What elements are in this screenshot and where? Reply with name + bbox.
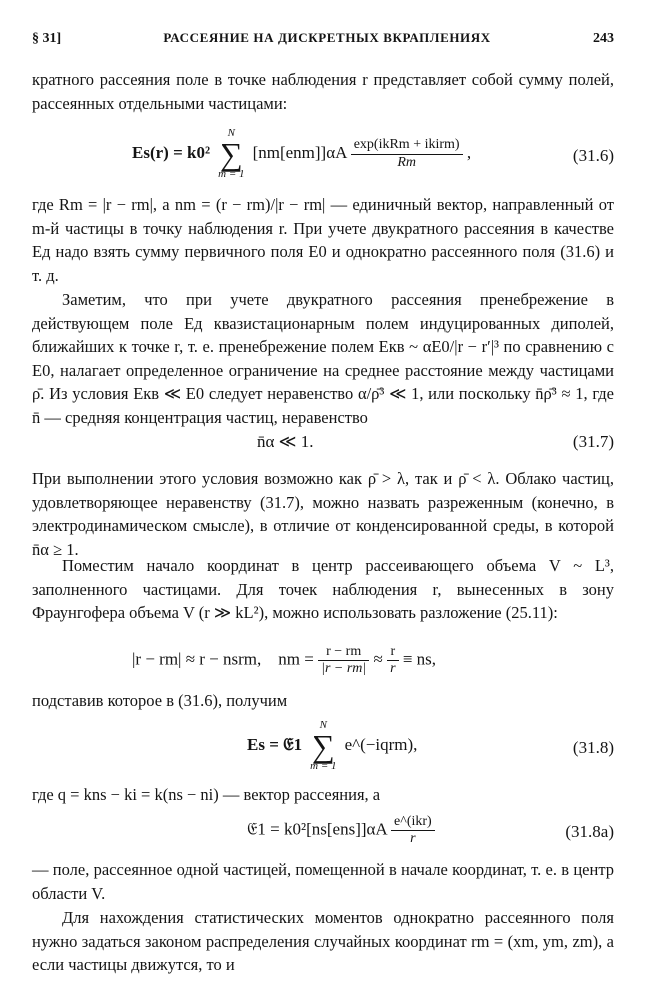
equation-25-11 [32,640,614,680]
equation-number: (31.7) [572,432,614,451]
equation-31-8a [32,810,614,854]
paragraph-5: Поместим начало координат в центр рассеивающего объема V ~ L³, заполненного частицами. Для точек наблюдения r, вынесенных в зону Фраунгофера объема V (r ≫ kL²), можно использовать разложение (25.11): [32,556,614,622]
sum-symbol: N ∑ m = 1 [218,127,245,180]
fraction: $\frac{r - rm}{|r - rm|}$ [318,644,369,677]
fraction: $\frac{\text{exp(ikRm + ikirm)}}{Rm}$ [351,137,463,170]
equation-31-8 [32,716,614,778]
running-header [32,30,614,54]
equation-31-8a-formula: 𝔈1 = k0²[ns[ens]]αA $\frac{\text{e\textasciicircum{}(ikr)}}{r}$ [247,814,435,847]
equation-number: (31.8a) [565,822,614,841]
sum-symbol: N ∑ m = 1 [310,719,337,772]
equation-31-6-formula: Es(r) = k0² N ∑ m = 1 [nm[enm]]αA $\frac{\text{exp(ikRm + ikirm)}}{Rm}$ , [132,127,472,180]
fraction: $\frac{\text{e\textasciicircum{}(ikr)}}{r}$ [391,814,435,847]
paragraph-8: — поле, рассеянное одной частицей, помещенной в начале координат, т. е. в центр области V. [32,860,614,903]
equation-31-7-formula: n̄α ≪ 1. [257,432,314,451]
paragraph-9: Для нахождения статистических моментов однократно рассеянного поля нужно задаться законом распределения случайных координат rm = (xm, ym, zm), а если частицы движутся, то и [32,908,614,974]
paragraph-6: подставив которое в (31.6), получим [32,691,288,710]
fraction: $\frac{r}{r}$ [387,644,398,677]
equation-25-11-formula: |r − rm| ≈ r − nsrm, nm = $\frac{r - rm}{|r - rm|}$ ≈ $\frac{r}{r}$ ≡ ns, [132,644,436,677]
paragraph-7: где q = kns − ki = k(ns − ni) — вектор рассеяния, а [32,785,381,804]
equation-31-6 [32,124,614,186]
equation-31-7 [32,432,614,460]
section-marker: § 31] [32,31,62,46]
page-number: 243 [593,31,614,46]
paragraph-4: При выполнении этого условия возможно как ρ̄ > λ, так и ρ̄ < λ. Облако частиц, удовлетворяющее неравенству (31.7), можно назвать разреженным (конечно, в электродинамическом смысле), в отличие от конденсированной среды, в которой n̄α ≥ 1. [32,469,614,559]
paragraph-2: где Rm = |r − rm|, а nm = (r − rm)/|r − rm| — единичный вектор, направленный от m-й частицы в точку наблюдения r. При учете двукратного рассеяния в качестве Eд надо взять сумму первичного поля E0 и однократно рассеянного поля (31.6) и т. д. [32,195,614,285]
paragraph-1: кратного рассеяния поле в точке наблюдения r представляет собой сумму полей, рассеянных отдельными частицами: [32,70,614,113]
equation-number: (31.6) [572,146,614,165]
paragraph-3: Заметим, что при учете двукратного рассеяния пренебрежение в действующем поле Eд квазистационарным полем индуцированных диполей, ближайших к точке r, т. е. пренебрежение полем Eкв ~ αE0/|r − r′|³ по сравнению с E0, налагает определенное ограничение на среднее расстояние между частицами ρ̄. Из условия Eкв ≪ E0 следует неравенство α/ρ̄³ ≪ 1, или поскольку n̄ρ̄³ ≈ 1, где n̄ — средняя концентрация частиц, неравенство [32,290,614,427]
running-title: РАССЕЯНИЕ НА ДИСКРЕТНЫХ ВКРАПЛЕНИЯХ [163,30,491,45]
equation-number: (31.8) [572,738,614,757]
equation-31-8-formula: Es = 𝔈1 N ∑ m = 1 e^(−iqrm), [247,719,418,772]
